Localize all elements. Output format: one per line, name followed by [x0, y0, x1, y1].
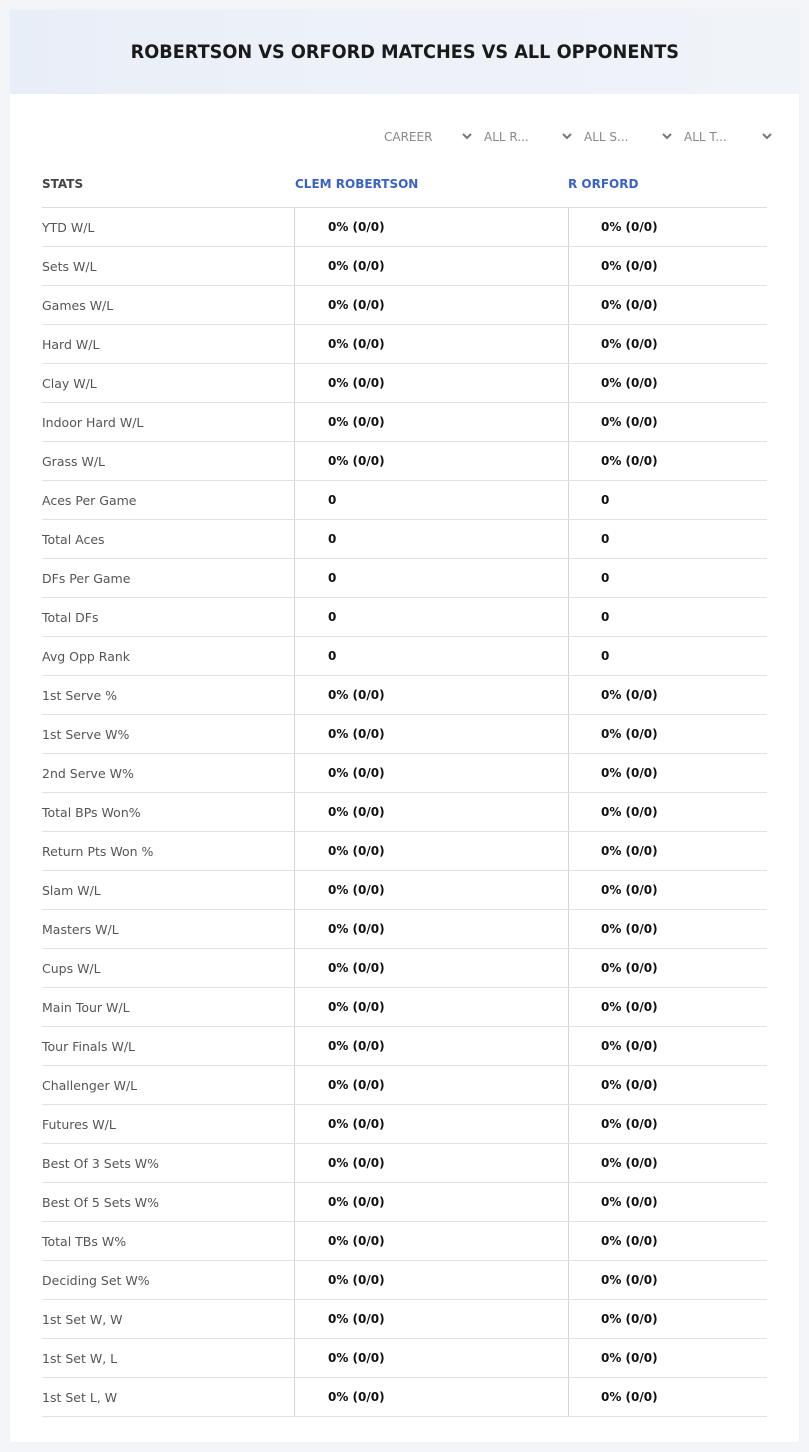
stat-label: Clay W/L [42, 375, 97, 391]
player2-value: 0 [568, 520, 767, 558]
filter-surface-select[interactable] [582, 128, 682, 148]
player1-value: 0% (0/0) [294, 1027, 568, 1065]
stat-label: Sets W/L [42, 258, 97, 274]
table-row [42, 637, 767, 676]
stat-label: YTD W/L [42, 219, 95, 235]
table-row [42, 793, 767, 832]
table-row [42, 247, 767, 286]
player2-value: 0% (0/0) [568, 1183, 767, 1221]
stat-label: 1st Serve % [42, 687, 118, 703]
player1-value: 0% (0/0) [294, 910, 568, 948]
stat-label: Hard W/L [42, 336, 100, 352]
player1-value: 0% (0/0) [294, 1222, 568, 1260]
player2-value: 0% (0/0) [568, 364, 767, 402]
stat-label: Total Aces [42, 531, 105, 547]
stat-label: Slam W/L [42, 882, 101, 898]
table-row [42, 442, 767, 481]
player1-value: 0% (0/0) [294, 793, 568, 831]
stat-label: Deciding Set W% [42, 1272, 150, 1288]
player2-value: 0 [568, 481, 767, 519]
player1-value: 0% (0/0) [294, 1105, 568, 1143]
stat-label: 1st Serve W% [42, 726, 130, 742]
table-row [42, 754, 767, 793]
player2-value: 0% (0/0) [568, 1300, 767, 1338]
player1-value: 0% (0/0) [294, 988, 568, 1026]
stat-label: Aces Per Game [42, 492, 137, 508]
table-row [42, 832, 767, 871]
table-row [42, 1066, 767, 1105]
table-row [42, 1027, 767, 1066]
filter-period-label: CAREER [384, 130, 433, 144]
table-row [42, 1222, 767, 1261]
chevron-down-icon [760, 129, 774, 143]
table-row [42, 910, 767, 949]
stat-label: Games W/L [42, 297, 114, 313]
player2-value: 0% (0/0) [568, 1066, 767, 1104]
player1-value: 0% (0/0) [294, 949, 568, 987]
player2-value: 0% (0/0) [568, 442, 767, 480]
table-row [42, 1300, 767, 1339]
player1-link[interactable]: CLEM ROBERTSON [295, 176, 419, 191]
player1-value: 0% (0/0) [294, 832, 568, 870]
filter-round-label: ALL R... [484, 130, 529, 144]
player2-value: 0% (0/0) [568, 1144, 767, 1182]
table-row [42, 1339, 767, 1378]
stat-label: Total TBs W% [42, 1233, 127, 1249]
player2-value: 0% (0/0) [568, 286, 767, 324]
player2-value: 0% (0/0) [568, 1261, 767, 1299]
chevron-down-icon [460, 129, 474, 143]
table-row [42, 559, 767, 598]
table-row [42, 364, 767, 403]
player1-value: 0% (0/0) [294, 325, 568, 363]
player2-value: 0% (0/0) [568, 1339, 767, 1377]
player1-value: 0% (0/0) [294, 403, 568, 441]
stat-label: Indoor Hard W/L [42, 414, 144, 430]
stat-label: 2nd Serve W% [42, 765, 134, 781]
player2-value: 0% (0/0) [568, 949, 767, 987]
filter-tournament-select[interactable] [682, 128, 782, 148]
chevron-down-icon [660, 129, 674, 143]
player1-value: 0% (0/0) [294, 676, 568, 714]
filter-surface-label: ALL S... [584, 130, 629, 144]
table-header [42, 160, 767, 208]
player1-value: 0 [294, 637, 568, 675]
stat-label: 1st Set W, L [42, 1350, 118, 1366]
player2-value: 0 [568, 559, 767, 597]
stat-label: Total DFs [42, 609, 99, 625]
stats-card [10, 10, 799, 1442]
table-row [42, 871, 767, 910]
stat-label: Challenger W/L [42, 1077, 138, 1093]
player1-value: 0 [294, 559, 568, 597]
filter-period-select[interactable] [382, 128, 482, 148]
player2-value: 0% (0/0) [568, 988, 767, 1026]
stat-label: Avg Opp Rank [42, 648, 131, 664]
table-row [42, 676, 767, 715]
table-row [42, 1105, 767, 1144]
player2-value: 0% (0/0) [568, 1027, 767, 1065]
stat-label: 1st Set L, W [42, 1389, 118, 1405]
table-row [42, 988, 767, 1027]
player2-value: 0% (0/0) [568, 1105, 767, 1143]
table-row [42, 1261, 767, 1300]
stat-label: Best Of 3 Sets W% [42, 1155, 160, 1171]
stat-label: Best Of 5 Sets W% [42, 1194, 160, 1210]
player2-value: 0% (0/0) [568, 832, 767, 870]
table-row [42, 598, 767, 637]
player1-value: 0 [294, 520, 568, 558]
player2-value: 0 [568, 637, 767, 675]
stat-label: Cups W/L [42, 960, 101, 976]
table-row [42, 949, 767, 988]
player1-value: 0% (0/0) [294, 1261, 568, 1299]
player2-value: 0% (0/0) [568, 1222, 767, 1260]
player1-value: 0% (0/0) [294, 715, 568, 753]
player1-value: 0% (0/0) [294, 754, 568, 792]
player2-value: 0% (0/0) [568, 247, 767, 285]
player1-value: 0% (0/0) [294, 1144, 568, 1182]
player2-value: 0% (0/0) [568, 715, 767, 753]
player1-value: 0% (0/0) [294, 1183, 568, 1221]
stat-label: Tour Finals W/L [42, 1038, 136, 1054]
stat-label: 1st Set W, W [42, 1311, 123, 1327]
filter-tournament-label: ALL T... [684, 130, 727, 144]
stat-label: DFs Per Game [42, 570, 131, 586]
player1-value: 0% (0/0) [294, 442, 568, 480]
player2-value: 0% (0/0) [568, 403, 767, 441]
player1-value: 0 [294, 598, 568, 636]
player2-value: 0% (0/0) [568, 793, 767, 831]
table-row [42, 481, 767, 520]
table-body [42, 208, 767, 1417]
stat-label: Main Tour W/L [42, 999, 130, 1015]
page-title: ROBERTSON VS ORFORD MATCHES VS ALL OPPONENTS [130, 41, 679, 63]
player1-value: 0% (0/0) [294, 364, 568, 402]
table-row [42, 1183, 767, 1222]
stat-label: Return Pts Won % [42, 843, 154, 859]
player2-value: 0% (0/0) [568, 208, 767, 246]
player1-value: 0% (0/0) [294, 1066, 568, 1104]
table-row [42, 715, 767, 754]
filter-round-select[interactable] [482, 128, 582, 148]
player1-value: 0 [294, 481, 568, 519]
stat-label: Total BPs Won% [42, 804, 141, 820]
player2-value: 0% (0/0) [568, 754, 767, 792]
stats-table [42, 160, 767, 1417]
player1-value: 0% (0/0) [294, 1300, 568, 1338]
player2-value: 0% (0/0) [568, 1378, 767, 1416]
table-row [42, 1378, 767, 1417]
chevron-down-icon [560, 129, 574, 143]
filter-bar [382, 128, 782, 148]
column-header-stats: STATS [42, 176, 84, 191]
card-header [10, 10, 799, 94]
player1-value: 0% (0/0) [294, 1378, 568, 1416]
player1-value: 0% (0/0) [294, 208, 568, 246]
table-row [42, 1144, 767, 1183]
table-row [42, 325, 767, 364]
player2-value: 0% (0/0) [568, 910, 767, 948]
player2-value: 0 [568, 598, 767, 636]
player1-value: 0% (0/0) [294, 286, 568, 324]
table-row [42, 208, 767, 247]
stat-label: Masters W/L [42, 921, 119, 937]
player2-value: 0% (0/0) [568, 676, 767, 714]
stat-label: Grass W/L [42, 453, 106, 469]
player2-value: 0% (0/0) [568, 325, 767, 363]
table-row [42, 286, 767, 325]
player2-link[interactable]: R ORFORD [568, 176, 639, 191]
player1-value: 0% (0/0) [294, 871, 568, 909]
player1-value: 0% (0/0) [294, 1339, 568, 1377]
player1-value: 0% (0/0) [294, 247, 568, 285]
table-row [42, 520, 767, 559]
stat-label: Futures W/L [42, 1116, 116, 1132]
table-row [42, 403, 767, 442]
player2-value: 0% (0/0) [568, 871, 767, 909]
